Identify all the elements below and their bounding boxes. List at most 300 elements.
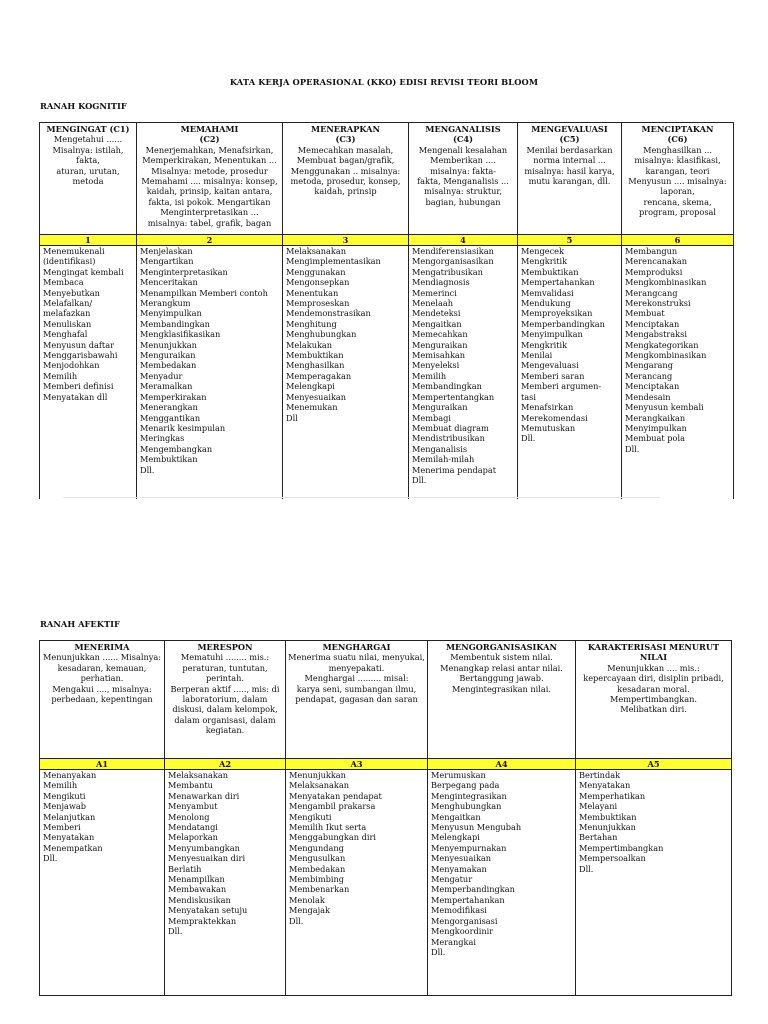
verb-item: Mengajak bbox=[289, 905, 331, 916]
verb-item: Menyusun Mengubah bbox=[431, 822, 522, 833]
desc-line: perintah. bbox=[206, 673, 244, 684]
verb-item: Menyatakan bbox=[579, 780, 631, 791]
desc-line: metoda bbox=[72, 176, 104, 187]
desc-line: Mengetahui ...... bbox=[53, 134, 123, 145]
verb-item: Melayani bbox=[579, 801, 618, 812]
kognitif-head-name: MEMAHAMI bbox=[180, 124, 239, 134]
desc-line: Menunjukkan .... mis.: bbox=[607, 662, 700, 673]
verb-item: Menjawab bbox=[43, 801, 87, 812]
verb-item: Menelaah bbox=[412, 298, 454, 309]
verb-item: Mengintegrasikan bbox=[431, 790, 507, 801]
verb-item: Menyambut bbox=[168, 801, 218, 812]
verb-item: Membedakan bbox=[289, 863, 346, 874]
verb-item: Merancang bbox=[625, 370, 673, 381]
verb-item: Bertahan bbox=[579, 832, 618, 843]
verb-item: Berpegang pada bbox=[431, 780, 500, 791]
desc-line: Mempertimbangkan. bbox=[609, 694, 698, 705]
desc-line: Menangkap relasi antar nilai. bbox=[440, 662, 563, 673]
desc-line: aturan, urutan, bbox=[56, 165, 120, 176]
verb-item: Memproduksi bbox=[625, 266, 683, 277]
desc-line: program, proposal bbox=[638, 207, 717, 218]
verb-item: Menyebutkan bbox=[43, 287, 100, 298]
verb-item: Menginterpretasikan bbox=[140, 266, 228, 277]
verb-item: Mendeteksi bbox=[412, 308, 461, 319]
verb-item: Memilih bbox=[43, 780, 78, 791]
verb-item: Mengambil prakarsa bbox=[289, 801, 376, 812]
verb-item: Memproseskan bbox=[286, 298, 350, 309]
afektif-verb-list bbox=[286, 770, 428, 996]
verb-item: Mengkategorikan bbox=[625, 339, 699, 350]
verb-item: Menampilkan bbox=[168, 874, 225, 885]
verb-item: Merangcang bbox=[625, 287, 678, 298]
afektif-verbs-row bbox=[40, 770, 732, 996]
verb-item: Melaporkan bbox=[168, 832, 218, 843]
verb-item: Mengarang bbox=[625, 360, 673, 371]
desc-line: Membentuk sistem nilai. bbox=[450, 652, 553, 663]
verb-item: Mendatangi bbox=[168, 822, 218, 833]
desc-line: bagian, hubungan bbox=[425, 196, 501, 207]
verb-item: Dll. bbox=[168, 926, 183, 937]
verb-item: Membantu bbox=[168, 780, 213, 791]
kognitif-header-row bbox=[40, 123, 734, 235]
desc-line: Memperkirakan, Menentukan ... bbox=[142, 155, 277, 166]
verb-item: Menyatakan bbox=[43, 832, 95, 843]
verb-item: Memerinci bbox=[412, 287, 457, 298]
verb-item: Menilai bbox=[521, 350, 553, 361]
verb-item: Dll. bbox=[521, 433, 536, 444]
kognitif-head-c3 bbox=[283, 123, 409, 235]
afektif-head-a2 bbox=[165, 641, 286, 759]
verb-item: Menunjukkan bbox=[579, 822, 636, 833]
verb-item: Mengatribusikan bbox=[412, 266, 483, 277]
verb-item: Menafsirkan bbox=[521, 402, 574, 413]
verb-item: Melengkapi bbox=[286, 381, 335, 392]
desc-line: Membuat bagan/grafik, bbox=[296, 155, 395, 166]
kognitif-desc bbox=[520, 145, 619, 187]
desc-line: metoda, prosedur, konsep, bbox=[290, 176, 401, 187]
verb-item: (identifikasi) bbox=[43, 256, 96, 267]
kognitif-desc bbox=[411, 145, 515, 207]
desc-line: kesadaran, kemauan, bbox=[57, 662, 147, 673]
verb-item: Menguraikan bbox=[140, 350, 196, 361]
afektif-verb-list bbox=[165, 770, 286, 996]
verb-item: Membuat diagram bbox=[412, 422, 489, 433]
kognitif-num: 2 bbox=[137, 235, 283, 246]
desc-line: Mengintegrasikan nilai. bbox=[452, 683, 551, 694]
kognitif-verb-list bbox=[283, 246, 409, 499]
verb-item: Memecahkan bbox=[412, 329, 468, 340]
kognitif-num: 4 bbox=[409, 235, 518, 246]
verb-item: Menciptakan bbox=[625, 381, 680, 392]
verb-item: Menghubungkan bbox=[286, 329, 357, 340]
desc-line: Menilai berdasarkan bbox=[526, 144, 613, 155]
verb-item: Dll. bbox=[43, 853, 58, 864]
verb-item: Mendemonstrasikan bbox=[286, 308, 371, 319]
verb-item: Mengartikan bbox=[140, 256, 194, 267]
verb-item: Mempertahankan bbox=[431, 894, 505, 905]
verb-item: Membagi bbox=[412, 412, 451, 423]
verb-item: Menciptakan bbox=[625, 318, 680, 329]
kognitif-num: 1 bbox=[40, 235, 137, 246]
verb-item: Memilih Ikut serta bbox=[289, 822, 367, 833]
verb-item: Melanjutkan bbox=[43, 811, 96, 822]
desc-line: diskusi, dalam kelompok, bbox=[172, 704, 278, 715]
afektif-num: A2 bbox=[165, 759, 286, 770]
desc-line: Mematuhi ........ mis.: bbox=[180, 652, 270, 663]
desc-line: karangan, teori bbox=[645, 165, 710, 176]
verb-item: Menyatakan dll bbox=[43, 391, 108, 402]
verb-item: Mengkoordinir bbox=[431, 926, 494, 937]
kognitif-head-name: MENGEVALUASI bbox=[531, 124, 608, 134]
verb-item: Memilih bbox=[43, 370, 78, 381]
afektif-head-a5 bbox=[576, 641, 732, 759]
verb-item: Membuat pola bbox=[625, 433, 685, 444]
section-title-kognitif: RANAH KOGNITIF bbox=[40, 101, 127, 111]
verb-item: Memisahkan bbox=[412, 350, 466, 361]
desc-line: rencana, skema, bbox=[643, 196, 712, 207]
kognitif-num: 5 bbox=[518, 235, 622, 246]
desc-line: perhatian. bbox=[80, 673, 124, 684]
kognitif-head-name: MENGANALISIS bbox=[425, 124, 501, 134]
desc-line: kaidah, prinsip bbox=[314, 186, 377, 197]
kognitif-num: 3 bbox=[283, 235, 409, 246]
verb-item: Mengatur bbox=[431, 874, 473, 885]
desc-line: Melibatkan diri. bbox=[620, 704, 687, 715]
verb-item: Bertindak bbox=[579, 770, 621, 780]
verb-item: Membuktikan bbox=[140, 454, 198, 465]
verb-item: Mempertimbangkan bbox=[579, 842, 664, 853]
verb-item: Dll. bbox=[140, 464, 155, 475]
verb-item: Mengkritik bbox=[521, 256, 568, 267]
verb-item: Menanyakan bbox=[43, 770, 97, 780]
verb-item: Memperbandingkan bbox=[431, 884, 515, 895]
kognitif-num: 6 bbox=[622, 235, 734, 246]
verb-item: melafazkan bbox=[43, 308, 91, 319]
verb-item: Menolong bbox=[168, 811, 210, 822]
verb-item: Menemukenali bbox=[43, 246, 105, 256]
desc-line: peraturan, tuntutan, bbox=[182, 662, 268, 673]
verb-item: Dll. bbox=[579, 863, 594, 874]
afektif-head-a4 bbox=[428, 641, 576, 759]
verb-item: Dll. bbox=[625, 443, 640, 454]
verb-item: Menghitung bbox=[286, 318, 337, 329]
verb-item: Mengonsepkan bbox=[286, 277, 350, 288]
kognitif-desc bbox=[285, 145, 406, 197]
afektif-head-name: MENERIMA bbox=[74, 642, 130, 652]
verb-item: Menguraikan bbox=[412, 402, 468, 413]
verb-item: Dll. bbox=[431, 946, 446, 957]
verb-item: Menarik kesimpulan bbox=[140, 422, 226, 433]
document-title: KATA KERJA OPERASIONAL (KKO) EDISI REVISI TEORI BLOOM bbox=[229, 77, 539, 87]
verb-item: Menyimpulkan bbox=[140, 308, 202, 319]
verb-item: Mengingat kembali bbox=[43, 266, 124, 277]
desc-line: kegiatan. bbox=[205, 725, 245, 736]
verb-item: Membuktikan bbox=[521, 266, 579, 277]
verb-item: Mengklasifikasikan bbox=[140, 329, 221, 340]
desc-line: kesadaran moral. bbox=[617, 683, 690, 694]
desc-line: Bertanggung jawab. bbox=[459, 673, 544, 684]
divider-line bbox=[63, 497, 660, 498]
desc-line: pendapat, gagasan dan saran bbox=[295, 694, 418, 705]
verb-item: Merangkum bbox=[140, 298, 191, 309]
kognitif-head-c4 bbox=[409, 123, 518, 235]
verb-item: Menguraikan bbox=[412, 339, 468, 350]
verb-item: Mengusulkan bbox=[289, 853, 346, 864]
verb-item: Memperkirakan bbox=[140, 391, 207, 402]
verb-item: Membuktikan bbox=[579, 811, 637, 822]
afektif-head-name: MERESPON bbox=[197, 642, 253, 652]
kognitif-verb-list bbox=[518, 246, 622, 499]
verb-item: Mendistribusikan bbox=[412, 433, 485, 444]
verb-item: Mendesain bbox=[625, 391, 671, 402]
verb-item: Menemukan bbox=[286, 402, 338, 413]
kognitif-head-code: (C6) bbox=[667, 134, 688, 145]
verb-item: Mengimplementasikan bbox=[286, 256, 381, 267]
afektif-desc bbox=[167, 652, 283, 735]
verb-item: Menolak bbox=[289, 894, 325, 905]
verb-item: Mengembangkan bbox=[140, 443, 213, 454]
verb-item: Membangun bbox=[625, 246, 678, 256]
afektif-desc bbox=[288, 652, 425, 704]
verb-item: Mempersoalkan bbox=[579, 853, 646, 864]
desc-line: misalnya: fakta- bbox=[429, 165, 497, 176]
afektif-desc bbox=[578, 663, 729, 715]
afektif-num: A4 bbox=[428, 759, 576, 770]
verb-item: Memperbandingkan bbox=[521, 318, 605, 329]
desc-line: Menginterpretasikan ... bbox=[160, 207, 259, 218]
kognitif-head-code: (C5) bbox=[559, 134, 580, 145]
verb-item: Mendukung bbox=[521, 298, 571, 309]
verb-item: Membuktikan bbox=[286, 350, 344, 361]
verb-item: Merangkai bbox=[431, 936, 476, 947]
verb-item: Membenarkan bbox=[289, 884, 350, 895]
verb-item: Menyesuaikan bbox=[286, 391, 347, 402]
desc-line: Menggunakan .. misalnya: bbox=[290, 165, 401, 176]
verb-item: Dll. bbox=[412, 474, 427, 485]
desc-line: misalnya: tabel, grafik, bagan bbox=[147, 217, 272, 228]
verb-item: Mempertentangkan bbox=[412, 391, 495, 402]
verb-item: Mengkombinasikan bbox=[625, 350, 707, 361]
verb-item: Menerangkan bbox=[140, 402, 198, 413]
desc-line: misalnya: hasil karya, bbox=[524, 165, 615, 176]
kognitif-number-row bbox=[40, 235, 734, 246]
kognitif-head-code: (C4) bbox=[453, 134, 473, 145]
kognitif-desc bbox=[624, 145, 731, 218]
verb-item: Menyatakan pendapat bbox=[289, 790, 382, 801]
verb-item: Menampilkan Memberi contoh bbox=[140, 287, 268, 298]
desc-line: Menghargai ......... misal: bbox=[304, 673, 409, 684]
verb-item: Membandingkan bbox=[412, 381, 482, 392]
verb-item: Melaksanakan bbox=[286, 246, 347, 256]
afektif-head-name: KARAKTERISASI MENURUT NILAI bbox=[587, 642, 720, 663]
kognitif-head-code: (C3) bbox=[335, 134, 356, 145]
verb-item: Meringkas bbox=[140, 433, 185, 444]
verb-item: Membawakan bbox=[168, 884, 227, 895]
kognitif-verb-list bbox=[137, 246, 283, 499]
verb-item: Menganalisis bbox=[412, 443, 468, 454]
verb-item: Berlatih bbox=[168, 863, 202, 874]
verb-item: Membaca bbox=[43, 277, 84, 288]
verb-item: Mengevaluasi bbox=[521, 360, 579, 371]
verb-item: Mengikuti bbox=[289, 811, 332, 822]
verb-item: Mengorganisasikan bbox=[412, 256, 494, 267]
kognitif-verb-list bbox=[409, 246, 518, 499]
desc-line: norma internal ... bbox=[533, 155, 606, 166]
kognitif-head-c6 bbox=[622, 123, 734, 235]
verb-item: Menjodohkan bbox=[43, 360, 100, 371]
kognitif-head-c2 bbox=[137, 123, 283, 235]
desc-line: Misalnya: istilah, bbox=[52, 144, 124, 155]
verb-item: Membedakan bbox=[140, 360, 197, 371]
verb-item: Menyusun daftar bbox=[43, 339, 114, 350]
desc-line: Misalnya: metode, prosedur bbox=[151, 165, 268, 176]
desc-line: perbedaan, kepentingan bbox=[51, 694, 153, 705]
afektif-head-a3 bbox=[286, 641, 428, 759]
verb-item: Memberi definisi bbox=[43, 381, 114, 392]
afektif-head-name: MENGORGANISASIKAN bbox=[445, 642, 557, 652]
verb-item: Menunjukkan bbox=[289, 770, 346, 780]
afektif-num: A1 bbox=[40, 759, 165, 770]
verb-item: Menghasilkan bbox=[286, 360, 345, 371]
verb-item: Menghafal bbox=[43, 329, 88, 340]
verb-item: Memberi bbox=[43, 822, 81, 833]
afektif-desc bbox=[430, 652, 573, 694]
desc-line: Menghasilkan ... bbox=[643, 144, 712, 155]
desc-line: Memecahkan masalah, bbox=[297, 144, 394, 155]
verb-item: Membimbing bbox=[289, 874, 344, 885]
verb-item: Menyesuaikan bbox=[431, 853, 492, 864]
desc-line: Menyusun .... misalnya: bbox=[628, 176, 727, 187]
desc-line: Berperan aktif ....., mis: di bbox=[170, 683, 280, 694]
kognitif-verbs-row bbox=[40, 246, 734, 499]
desc-line: Menerima suatu nilai, menyukai, bbox=[288, 652, 425, 663]
desc-line: fakta, Menganalisis ... bbox=[417, 176, 509, 187]
verb-item: Melafalkan/ bbox=[43, 298, 93, 309]
verb-item: Menyimpulkan bbox=[521, 329, 583, 340]
kognitif-head-name: MENERAPKAN bbox=[311, 124, 380, 134]
verb-item: Menyeleksi bbox=[412, 360, 460, 371]
verb-item: Melakukan bbox=[286, 339, 333, 350]
kognitif-verb-list bbox=[40, 246, 137, 499]
verb-item: Menyatakan setuju bbox=[168, 905, 248, 916]
desc-line: mutu karangan, dll. bbox=[528, 176, 611, 187]
verb-item: Menyamakan bbox=[431, 863, 487, 874]
afektif-verb-list bbox=[576, 770, 732, 996]
verb-item: Merangkaikan bbox=[625, 412, 686, 423]
verb-item: Membuat bbox=[625, 308, 665, 319]
desc-line: Menerjemahkan, Menafsirkan, bbox=[145, 144, 274, 155]
verb-item: Memutuskan bbox=[521, 422, 576, 433]
verb-item: Mengorganisasi bbox=[431, 915, 498, 926]
verb-item: Merumuskan bbox=[431, 770, 486, 780]
verb-item: Menuliskan bbox=[43, 318, 92, 329]
verb-item: Menyempurnakan bbox=[431, 842, 507, 853]
verb-item: Dll bbox=[286, 412, 298, 423]
afektif-head-a1 bbox=[40, 641, 165, 759]
verb-item: Melengkapi bbox=[431, 832, 480, 843]
desc-line: Menunjukkan ...... Misalnya: bbox=[43, 652, 161, 663]
afektif-num: A3 bbox=[286, 759, 428, 770]
verb-item: Memilih bbox=[412, 370, 447, 381]
desc-line: Memahami .... misalnya: konsep, bbox=[141, 176, 278, 187]
verb-item: Merekonstruksi bbox=[625, 298, 691, 309]
verb-item: Melaksanakan bbox=[289, 780, 350, 791]
verb-item: Menggabungkan diri bbox=[289, 832, 377, 843]
kognitif-desc bbox=[139, 145, 280, 228]
verb-item: Memilah-milah bbox=[412, 454, 475, 465]
verb-item: Meramalkan bbox=[140, 381, 193, 392]
verb-item: Merencanakan bbox=[625, 256, 687, 267]
verb-item: Mempertahankan bbox=[521, 277, 595, 288]
verb-item: Memperhatikan bbox=[579, 790, 646, 801]
verb-item: Menggunakan bbox=[286, 266, 346, 277]
kognitif-head-c1 bbox=[40, 123, 137, 235]
afektif-verb-list bbox=[428, 770, 576, 996]
verb-item: Mengkombinasikan bbox=[625, 277, 707, 288]
desc-line: Mengenali kesalahan bbox=[418, 144, 508, 155]
verb-item: Mengkritik bbox=[521, 339, 568, 350]
kognitif-head-c5 bbox=[518, 123, 622, 235]
desc-line: kepercayaan diri, disiplin pribadi, bbox=[583, 673, 724, 684]
verb-item: Mendiferensiasikan bbox=[412, 246, 494, 256]
verb-item: Menyumbangkan bbox=[168, 842, 240, 853]
verb-item: Menggarisbawahi bbox=[43, 350, 118, 361]
verb-item: Memvalidasi bbox=[521, 287, 574, 298]
verb-item: Melaksanakan bbox=[168, 770, 229, 780]
desc-line: fakta, bbox=[76, 155, 100, 166]
verb-item: Memodifikasi bbox=[431, 905, 487, 916]
afektif-desc bbox=[42, 652, 162, 704]
afektif-head-name: MENGHARGAI bbox=[322, 642, 391, 652]
afektif-number-row bbox=[40, 759, 732, 770]
verb-item: Memberi argumen- bbox=[521, 381, 602, 392]
verb-item: Menyusun kembali bbox=[625, 402, 704, 413]
afektif-verb-list bbox=[40, 770, 165, 996]
verb-item: Merekomendasi bbox=[521, 412, 588, 423]
desc-line: menyepakati. bbox=[328, 662, 385, 673]
section-title-afektif: RANAH AFEKTIF bbox=[40, 619, 120, 629]
verb-item: Menjelaskan bbox=[140, 246, 193, 256]
verb-item: Dll. bbox=[289, 915, 304, 926]
verb-item: Membandingkan bbox=[140, 318, 210, 329]
desc-line: misalnya: klasifikasi, bbox=[634, 155, 721, 166]
verb-item: Menempatkan bbox=[43, 842, 103, 853]
kognitif-head-name: MENGINGAT (C1) bbox=[46, 124, 130, 134]
verb-item: Mengabstraksi bbox=[625, 329, 687, 340]
verb-item: Memberi saran bbox=[521, 370, 585, 381]
desc-line: dalam organisasi, dalam bbox=[174, 714, 276, 725]
kognitif-verb-list bbox=[622, 246, 734, 499]
kognitif-head-name: MENCIPTAKAN bbox=[641, 124, 714, 134]
verb-item: Mengecek bbox=[521, 246, 564, 256]
desc-line: misalnya: struktur, bbox=[423, 186, 503, 197]
verb-item: Mendiagnosis bbox=[412, 277, 470, 288]
afektif-header-row bbox=[40, 641, 732, 759]
verb-item: Menceritakan bbox=[140, 277, 198, 288]
desc-line: laporan, bbox=[660, 186, 695, 197]
desc-line: fakta, isi pokok. Mengartikan bbox=[148, 196, 271, 207]
verb-item: Mempraktekkan bbox=[168, 915, 237, 926]
verb-item: Menawarkan diri bbox=[168, 790, 240, 801]
desc-line: karya seni, sumbangan ilmu, bbox=[296, 683, 417, 694]
verb-item: Menerima pendapat bbox=[412, 464, 497, 475]
verb-item: Mendiskusikan bbox=[168, 894, 231, 905]
verb-item: Memperagakan bbox=[286, 370, 352, 381]
verb-item: Mengikuti bbox=[43, 790, 86, 801]
verb-item: Memproyeksikan bbox=[521, 308, 593, 319]
verb-item: tasi bbox=[521, 391, 536, 402]
afektif-table bbox=[39, 640, 732, 996]
